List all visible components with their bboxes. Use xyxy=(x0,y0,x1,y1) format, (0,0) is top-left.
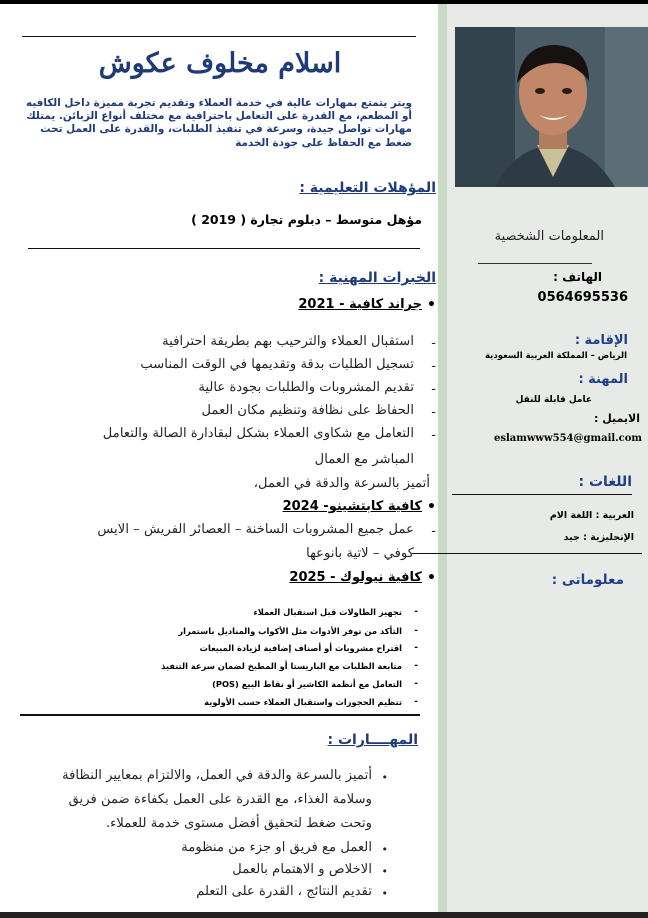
email-label: الايميل : xyxy=(593,412,640,425)
duty-item: الحفاظ على نظافة وتنظيم مكان العمل xyxy=(201,403,414,418)
job-bullet: • xyxy=(427,499,436,515)
page-title: اسلام مخلوف عكوش xyxy=(98,48,342,79)
task-dash: - xyxy=(414,679,418,689)
experience-divider xyxy=(20,714,420,716)
job-title: كافية نيولوك - 2025 xyxy=(289,570,422,585)
residence-value: الرياض – المملكة العربية السعودية xyxy=(485,351,627,361)
languages-heading: اللغات : xyxy=(578,474,632,490)
task-item: متابعة الطلبات مع الباريستا أو المطبخ لضمان سرعة التنفيذ xyxy=(161,661,402,671)
duty-dash: - xyxy=(431,524,436,539)
job-bullet: • xyxy=(427,297,436,313)
task-dash: - xyxy=(414,643,418,653)
duty-dash: - xyxy=(431,382,436,397)
task-item: تجهيز الطاولات قبل استقبال العملاء xyxy=(253,607,402,617)
info-heading: معلوماتى : xyxy=(551,572,624,588)
skill-bullet: • xyxy=(381,771,388,784)
skill-bullet: • xyxy=(381,843,388,856)
duty-item: المباشر مع العمال xyxy=(314,452,414,467)
phone-label: الهاتف : xyxy=(553,270,602,284)
duty-item: التعامل مع شكاوى العملاء بشكل لبقادارة الصالة والتعامل xyxy=(102,426,414,441)
duty-dash: - xyxy=(431,405,436,420)
duty-item: أتميز بالسرعة والدقة في العمل، xyxy=(253,476,430,491)
language-english: الإنجليزية : جيد xyxy=(563,532,634,543)
skill-item: العمل مع فريق او جزء من منظومة xyxy=(181,840,372,855)
top-divider xyxy=(22,36,416,37)
job-title: جراند كافية - 2021 xyxy=(298,297,422,312)
skill-item: وسلامة الغذاء، مع القدرة على العمل بكفاءة ضمن فريق xyxy=(68,792,372,807)
task-dash: - xyxy=(414,607,418,617)
profile-photo xyxy=(455,27,648,187)
personal-info-heading: المعلومات الشخصية xyxy=(494,229,604,244)
duty-dash: - xyxy=(431,428,436,443)
skill-item: أتميز بالسرعة والدقة في العمل، والالتزام بمعايير النظافة xyxy=(62,768,372,783)
skill-item: وتحت ضغط لتحقيق أفضل مستوى خدمة للعملاء. xyxy=(105,816,372,831)
education-heading: المؤهلات التعليمية : xyxy=(299,180,436,196)
duty-item: تسجيل الطلبات بدقة وتقديمها في الوقت المناسب xyxy=(140,357,414,372)
duty-dash: - xyxy=(431,336,436,351)
language-arabic: العربية : اللغة الام xyxy=(549,510,634,521)
profession-label: المهنة : xyxy=(578,372,628,387)
info-divider xyxy=(412,553,642,554)
task-dash: - xyxy=(414,697,418,707)
skill-item: الاخلاص و الاهتمام بالعمل xyxy=(232,862,372,877)
phone-value: 0564695536 xyxy=(537,290,628,305)
skill-bullet: • xyxy=(381,887,388,900)
job-title: كافية كابتشينو- 2024 xyxy=(282,499,422,514)
skill-bullet: • xyxy=(381,865,388,878)
experience-heading: الخبرات المهنية : xyxy=(318,270,436,286)
duty-item: كوفي – لاتية بانوعها xyxy=(306,546,414,561)
duty-item: عمل جميع المشروبات الساخنة – العصائر الفريش – الايس xyxy=(97,522,414,537)
bottom-border xyxy=(0,912,648,918)
side-divider xyxy=(478,263,592,264)
education-divider xyxy=(28,248,420,249)
duty-item: تقديم المشروبات والطلبات بجودة عالية xyxy=(198,380,414,395)
task-item: تنظيم الحجوزات واستقبال العملاء حسب الأولوية xyxy=(204,697,402,707)
residence-label: الإقامة : xyxy=(574,333,628,348)
duty-item: استقبال العملاء والترحيب بهم بطريقة احترافية xyxy=(162,334,414,349)
duty-dash: - xyxy=(431,359,436,374)
task-item: التعامل مع أنظمة الكاشير أو نقاط البيع (POS) xyxy=(212,679,402,689)
skill-item: تقديم النتائج ، القدرة على التعلم xyxy=(196,884,372,899)
job-bullet: • xyxy=(427,570,436,586)
education-entry: مؤهل متوسط – دبلوم تجارة ( 2019 ) xyxy=(191,212,422,227)
languages-divider xyxy=(452,494,632,495)
portrait-image xyxy=(455,27,648,187)
profession-value: عامل قابلة للنقل xyxy=(515,395,592,405)
email-value: eslamwww554@gmail.com xyxy=(493,433,642,444)
task-dash: - xyxy=(414,661,418,671)
task-item: اقتراح مشروبات أو أصناف إضافية لزيادة المبيعات xyxy=(199,643,402,653)
side-accent-stripe xyxy=(438,4,447,912)
profile-summary: ويتر يتمتع بمهارات عالية في خدمة العملاء وتقديم تجربة مميزة داخل الكافيه أو المطعم، مع القدرة على التعامل باحترافية مع مختلف أنواع الزبائن. يمتلك مهارات تواصل جيدة، وسرعة في تنفيذ الطلبات، والقدرة على العمل تحت ضغط مع الحفاظ على جودة الخدمة xyxy=(26,97,412,149)
skills-heading: المهــــارات : xyxy=(327,732,418,748)
task-item: التأكد من توفر الأدوات مثل الأكواب والمناديل باستمرار xyxy=(178,626,402,636)
task-dash: - xyxy=(414,626,418,636)
